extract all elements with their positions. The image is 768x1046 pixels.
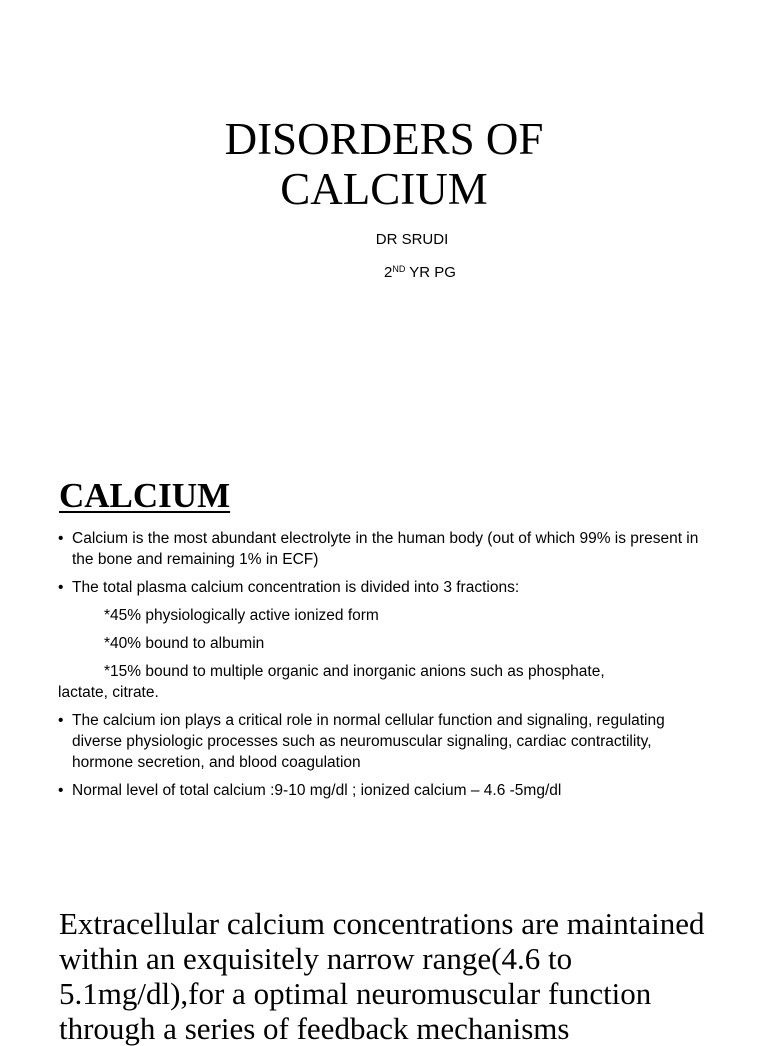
fraction-item: *15% bound to multiple organic and inorganic anions such as phosphate, xyxy=(104,663,605,680)
calcium-slide xyxy=(0,440,768,880)
year-number: 2 xyxy=(384,264,393,281)
bullet-item: • The total plasma calcium concentration is divided into 3 fractions: xyxy=(58,577,708,598)
title-line-1: DISORDERS OF xyxy=(224,114,544,164)
year-superscript: ND xyxy=(392,264,406,274)
fraction-item-continuation: lactate, citrate. xyxy=(58,684,159,701)
presentation-title xyxy=(0,114,768,214)
year-rest: YR PG xyxy=(405,264,456,281)
slide-content xyxy=(58,528,708,808)
title-slide xyxy=(0,0,768,440)
fraction-item: *40% bound to albumin xyxy=(104,635,265,652)
regulation-slide xyxy=(0,880,768,1046)
fraction-item: *45% physiologically active ionized form xyxy=(104,607,379,624)
author-name: DR SRUDI xyxy=(375,231,449,248)
bullet-item: • Normal level of total calcium :9-10 mg/dl ; ionized calcium – 4.6 -5mg/dl xyxy=(58,780,708,801)
author-year xyxy=(300,259,540,283)
regulation-text: Extracellular calcium concentrations are maintained within an exquisitely narrow range(4.6 to 5.1mg/dl),for a optimal neuromuscular function through a series of feedback mechanisms xyxy=(59,906,705,1046)
slide-heading: CALCIUM xyxy=(59,476,231,515)
bullet-item: • The calcium ion plays a critical role in normal cellular function and signaling, regulating diverse physiologic processes such as neuromuscular signaling, cardiac contractility, hormone secretion, and blood coagulation xyxy=(58,710,708,773)
title-line-2: CALCIUM xyxy=(280,164,488,214)
bullet-item: • Calcium is the most abundant electrolyte in the human body (out of which 99% is present in the bone and remaining 1% in ECF) xyxy=(58,528,708,570)
